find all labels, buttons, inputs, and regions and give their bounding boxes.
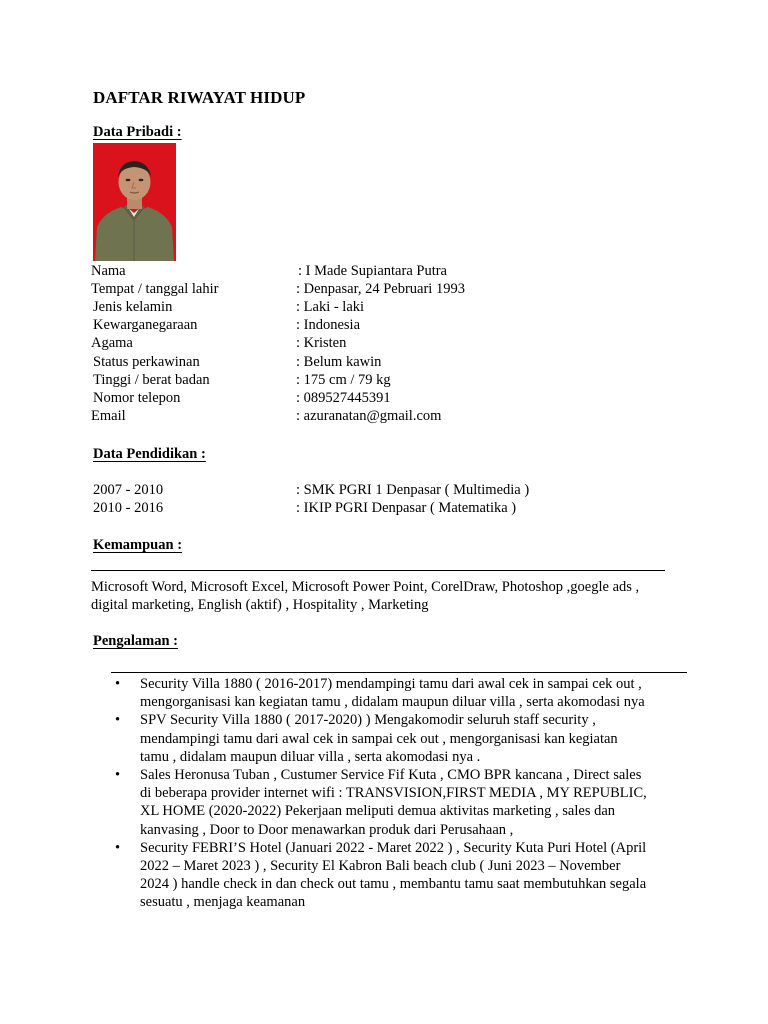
email-label: Email — [91, 408, 126, 424]
bullet-icon: • — [115, 839, 121, 856]
personal-row-name — [0, 262, 768, 280]
experience-line: mendampingi tamu dari awal cek in sampai cek out , mengorganisasi kan kegiatan — [140, 730, 618, 747]
skills-heading: Kemampuan : — [93, 537, 183, 553]
personal-row-height-weight — [0, 371, 768, 389]
height-weight-label: Tinggi / berat badan — [93, 372, 210, 388]
personal-data-heading: Data Pribadi : — [93, 124, 182, 140]
education-row — [0, 499, 768, 517]
gender-value: : Laki - laki — [296, 299, 365, 315]
personal-row-phone — [0, 389, 768, 407]
list-item — [113, 711, 693, 766]
personal-row-citizenship — [0, 316, 768, 334]
personal-row-email — [0, 407, 768, 425]
experience-line: kanvasing , Door to Door menawarkan produk dari Perusahaan , — [140, 821, 514, 838]
experience-line: tamu , didalam maupun diluar villa , serta akomodasi nya . — [140, 748, 481, 765]
list-item — [113, 839, 693, 912]
skills-line: digital marketing, English (aktif) , Hospitality , Marketing — [91, 597, 429, 613]
education-school: : IKIP PGRI Denpasar ( Matematika ) — [296, 500, 517, 516]
experience-line: Security FEBRI’S Hotel (Januari 2022 - Maret 2022 ) , Security Kuta Puri Hotel (April — [140, 839, 647, 856]
name-label: Nama — [91, 263, 126, 279]
education-row — [0, 481, 768, 499]
phone-value: : 089527445391 — [296, 390, 391, 406]
bullet-icon: • — [115, 676, 121, 692]
name-value: : I Made Supiantara Putra — [298, 263, 447, 279]
marital-value: : Belum kawin — [296, 354, 382, 370]
experience-list — [113, 675, 693, 912]
experience-line: 2022 – Maret 2023 ) , Security El Kabron Bali beach club ( Juni 2023 – November — [140, 858, 621, 875]
religion-value: : Kristen — [296, 335, 347, 351]
personal-row-birth — [0, 280, 768, 298]
personal-row-marital — [0, 353, 768, 371]
personal-row-religion — [0, 334, 768, 352]
gender-label: Jenis kelamin — [93, 299, 173, 315]
experience-line: Sales Heronusa Tuban , Custumer Service Fif Kuta , CMO BPR kancana , Direct sales — [140, 767, 642, 784]
list-item — [113, 675, 693, 711]
citizenship-value: : Indonesia — [296, 317, 361, 333]
skills-text — [91, 578, 731, 614]
email-value: : azuranatan@gmail.com — [296, 408, 442, 424]
education-period: 2007 - 2010 — [93, 482, 164, 498]
experience-line: mengorganisasi kan kegiatan tamu , didalam maupun diluar villa , serta akomodasi nya — [140, 694, 645, 711]
skills-line: Microsoft Word, Microsoft Excel, Microsoft Power Point, CorelDraw, Photoshop ,goegle ads , — [91, 579, 640, 595]
birth-value: : Denpasar, 24 Pebruari 1993 — [296, 281, 465, 297]
experience-line: di beberapa provider internet wifi : TRANSVISION,FIRST MEDIA , MY REPUBLIC, — [140, 785, 647, 802]
document-title: DAFTAR RIWAYAT HIDUP — [93, 88, 306, 107]
education-school: : SMK PGRI 1 Denpasar ( Multimedia ) — [296, 482, 530, 498]
profile-photo — [93, 143, 176, 261]
experience-line: XL HOME (2020-2022) Pekerjaan meliputi demua aktivitas marketing , sales dan — [140, 803, 616, 820]
phone-label: Nomor telepon — [93, 390, 181, 406]
personal-row-gender — [0, 298, 768, 316]
education-period: 2010 - 2016 — [93, 500, 164, 516]
height-weight-value: : 175 cm / 79 kg — [296, 372, 391, 388]
bullet-icon: • — [115, 712, 121, 729]
experience-line: 2024 ) handle check in dan check out tamu , membantu tamu saat membutuhkan segala — [140, 876, 647, 893]
skills-divider — [91, 570, 665, 571]
experience-heading: Pengalaman : — [93, 633, 178, 649]
birth-label: Tempat / tanggal lahir — [91, 281, 219, 297]
list-item — [113, 766, 693, 839]
religion-label: Agama — [91, 335, 133, 351]
experience-line: sesuatu , menjaga keamanan — [140, 894, 306, 911]
experience-line: Security Villa 1880 ( 2016-2017) mendampingi tamu dari awal cek in sampai cek out , — [140, 676, 642, 692]
bullet-icon: • — [115, 767, 121, 784]
experience-divider — [111, 672, 687, 673]
marital-label: Status perkawinan — [93, 354, 200, 370]
experience-line: SPV Security Villa 1880 ( 2017-2020) ) Mengakomodir seluruh staff security , — [140, 712, 596, 729]
citizenship-label: Kewarganegaraan — [93, 317, 198, 333]
education-heading: Data Pendidikan : — [93, 446, 206, 462]
portrait-image — [93, 143, 176, 261]
